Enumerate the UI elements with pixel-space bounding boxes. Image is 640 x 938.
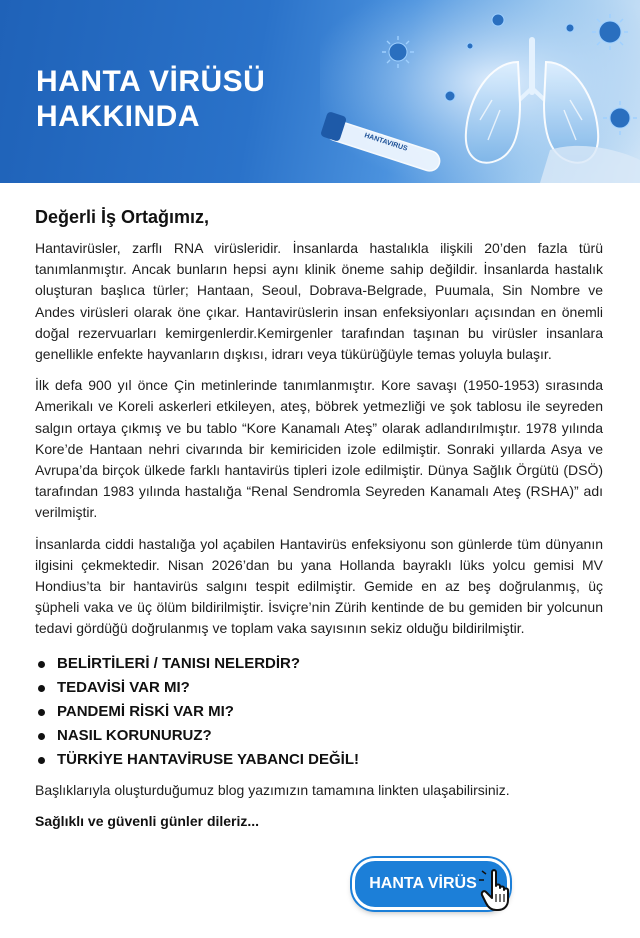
list-item-label: TEDAVİSİ VAR MI? [57,678,190,696]
banner-illustration [320,0,640,183]
letter-body [35,206,603,832]
list-item [35,652,603,676]
banner-title-line2: HAKKINDA [36,100,200,133]
list-item [35,700,603,724]
list-item [35,676,603,700]
topic-list [35,652,603,772]
greeting: Değerli İş Ortağımız, [35,207,210,227]
list-item-label: TÜRKİYE HANTAVİRUSE YABANCI DEĞİL! [57,750,359,768]
blog-link-text: Başlıklarıyla oluşturduğumuz blog yazımızın tamamına linkten ulaşabilirsiniz. [35,781,510,798]
list-item [35,724,603,748]
paragraph-intro: Hantavirüsler, zarflı RNA virüsleridir. İnsanlarda hastalıkla ilişkili 20’den fazla türü tanımlanmıştır. Ancak bunların hepsi aynı klinik öneme sahip değildir. İnsanlarda hastalık oluşturan başlıca türler; Hantaan, Seoul, Dobrava-Belgrade, Puumala, Sin Nombre ve Andes virüsleri olarak öne çıkar. Hantavirüslerin insan enfeksiyonları açısından en önemli doğal rezervuarları kemirgenlerdir.Kemirgenler tarafından taşınan bu virüsler insanlara genellikle enfekte hayvanların dışkısı, idrarı veya tükürüğüyle temas yoluyla bulaşır. [35,240,603,363]
paragraph-outbreak: İnsanlarda ciddi hastalığa yol açabilen Hantavirüs enfeksiyonu son günlerde tüm dünyanın ilgisini çekmektedir. Nisan 2026’dan bu yana Hollanda bayraklı lüks yolcu gemisi MV Hondius’ta bir hantavirüs salgını tespit edilmiştir. Gemide en az beş doğrulanmış, üç şüpheli vaka ve üç ölüm bildirilmiştir. İsviçre’nin Zürih kentinde de bu gemiden bir yolcunun tedavi gördüğü doğrulanmış ve toplam vaka sayısının sekiz olduğu bildirilmiştir. [35,535,603,637]
header-banner [0,0,640,183]
bullet-icon [38,757,45,764]
list-item-label: BELİRTİLERİ / TANISI NELERDİR? [57,654,301,672]
closing-text: Sağlıklı ve güvenli günler dileriz... [35,812,260,829]
svg-text:HANTAVIRUS: HANTAVIRUS [363,132,409,153]
bullet-icon [38,733,45,740]
banner-title-line1: HANTA VİRÜSÜ [36,65,266,98]
list-item-label: PANDEMİ RİSKİ VAR MI? [57,702,234,720]
cta-label: HANTA VİRÜS [369,875,477,892]
bullet-icon [38,685,45,692]
banner-title [36,64,265,134]
list-item-label: NASIL KORUNURUZ? [57,726,212,744]
list-item [35,748,603,772]
hand-cursor-icon [478,868,520,914]
paragraph-history: İlk defa 900 yıl önce Çin metinlerinde tanımlanmıştır. Kore savaşı (1950-1953) sırasında Amerikalı ve Koreli askerleri etkileyen, ateş, böbrek yetmezliği ve şok tablosu ile seyreden salgın ortaya çıkmış ve bu tablo “Kore Kanamalı Ateş” olarak adlandırılmıştır. 1978 yılında Kore’de Hantaan nehri civarında bir kemiriciden izole edilmiştir. Sonraki yıllarda Asya ve Avrupa’da birçok ülkede farklı hantavirüs tipleri izole edilmiştir. Dünya Sağlık Örgütü (DSÖ) tarafından 1983 yılında hastalığa “Renal Sendromla Seyreden Kanamalı Ateş (RSHA)” adı verilmiştir. [35,377,603,521]
bullet-icon [38,709,45,716]
bullet-icon [38,661,45,668]
